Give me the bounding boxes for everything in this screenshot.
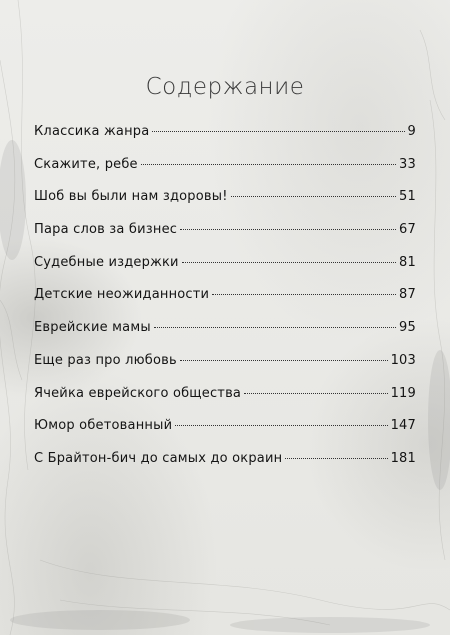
toc-entry-page: 95 [399, 320, 416, 336]
toc-entry [34, 287, 416, 320]
toc-entry [34, 320, 416, 353]
toc-entry [34, 189, 416, 222]
toc-leader-dots [175, 425, 387, 426]
toc-leader-dots [180, 360, 388, 361]
toc-entry [34, 418, 416, 451]
toc-entry-page: 9 [407, 124, 416, 139]
toc-entry-title: Еврейские мамы [34, 320, 151, 336]
table-of-contents [34, 124, 416, 484]
toc-entry [34, 451, 416, 484]
toc-entry [34, 157, 416, 190]
toc-entry-page: 51 [399, 189, 416, 205]
toc-entry-title: Шоб вы были нам здоровы! [34, 189, 228, 205]
toc-leader-dots [285, 458, 387, 459]
toc-leader-dots [231, 196, 396, 197]
toc-entry-page: 87 [399, 287, 416, 303]
toc-leader-dots [152, 131, 404, 132]
toc-leader-dots [182, 262, 396, 263]
toc-entry-title: Детские неожиданности [34, 287, 210, 303]
toc-entry [34, 124, 416, 157]
toc-entry-title: Пара слов за бизнес [34, 222, 178, 238]
toc-leader-dots [154, 327, 396, 328]
page-title: Содержание [145, 74, 305, 100]
toc-leader-dots [212, 294, 396, 295]
toc-entry-page: 81 [399, 254, 416, 270]
toc-leader-dots [244, 393, 387, 394]
toc-leader-dots [180, 229, 396, 230]
toc-entry-title: С Брайтон-бич до самых до окраин [34, 450, 283, 466]
toc-entry [34, 353, 416, 386]
toc-entry-page: 67 [399, 222, 416, 238]
toc-entry-title: Еще раз про любовь [34, 352, 177, 368]
toc-entry-title: Ячейка еврейского общества [34, 385, 242, 401]
toc-entry-title: Скажите, ребе [34, 156, 138, 172]
toc-entry-title: Классика жанра [34, 124, 150, 139]
toc-entry-page: 181 [390, 450, 416, 466]
toc-entry [34, 386, 416, 419]
toc-entry [34, 222, 416, 255]
toc-entry [34, 255, 416, 288]
toc-entry-title: Судебные издержки [34, 254, 179, 270]
toc-entry-page: 33 [399, 156, 416, 172]
toc-entry-page: 103 [390, 352, 416, 368]
toc-entry-page: 119 [390, 385, 416, 401]
toc-entry-title: Юмор обетованный [34, 418, 173, 434]
toc-entry-page: 147 [390, 418, 416, 434]
toc-leader-dots [141, 164, 396, 165]
